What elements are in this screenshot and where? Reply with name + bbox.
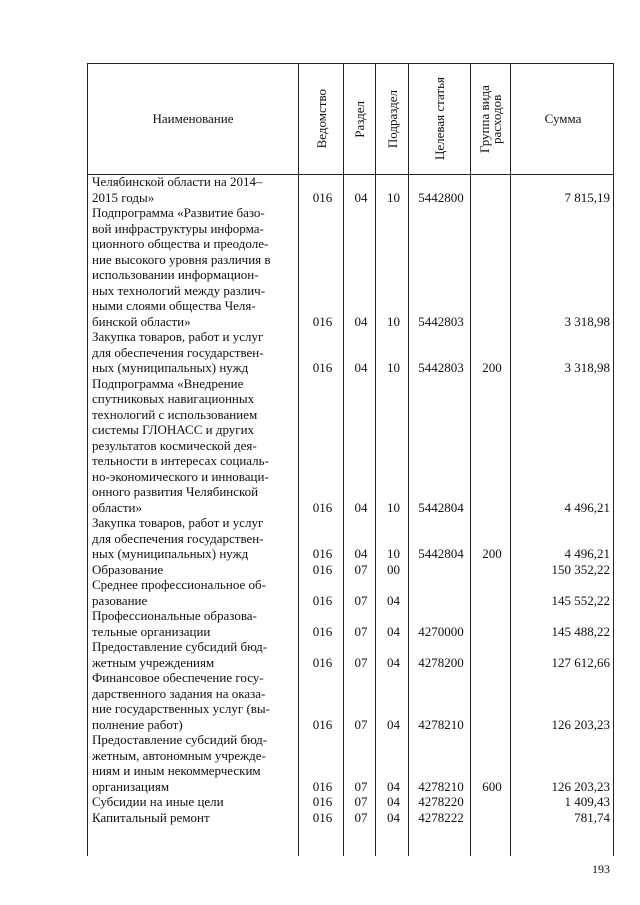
row-name-line: организациям [92,778,170,794]
row-name-line: Закупка товаров, работ и услуг [92,515,264,530]
row-ved: 016 [312,809,333,825]
row-name [92,515,296,562]
row-name-line: Закупка товаров, работ и услуг [92,329,264,344]
row-gruppa: 600 [482,778,502,794]
row-summa: 4 496,21 [564,499,610,515]
row-name [92,329,296,376]
row-name [92,577,296,608]
row-name-line: Профессиональные образова- [92,608,257,623]
row-celevaya: 5442804 [418,546,464,561]
row-name-line: Предоставление субсидий бюд- [92,732,268,747]
row-name-line: Подпрограмма «Развитие базо- [92,205,265,220]
row-name [92,639,296,670]
row-ved: 016 [312,654,333,670]
row-summa: 126 203,23 [551,778,610,794]
row-name-line: ционного общества и преодоле- [92,236,269,251]
row-ved: 016 [312,499,333,515]
row-ved: 016 [312,360,333,375]
header-celevaya-label: Целевая статья [432,77,447,161]
table-row [88,670,613,732]
row-name [92,376,296,516]
row-podrazdel: 10 [387,313,400,329]
header-ved [299,64,343,174]
budget-table [87,63,614,856]
header-podrazdel-label: Подраздел [384,89,400,149]
row-name [92,174,296,205]
row-celevaya: 5442804 [418,499,464,515]
row-name-line: ниям и иным некоммерческим [92,763,261,778]
row-name-line: для обеспечения государствен- [92,344,264,360]
row-name [92,810,296,826]
row-razdel: 07 [354,561,368,577]
row-podrazdel: 04 [387,716,400,732]
row-name [92,670,296,732]
row-name-line: Среднее профессиональное об- [92,577,266,592]
row-name-line: онного развития Челябинской [92,484,259,499]
row-celevaya: 4278210 [418,778,464,794]
row-name-line: дарственного задания на оказа- [92,685,266,701]
row-ved: 016 [312,794,333,809]
row-razdel: 07 [354,778,368,794]
row-name-line: тельные организации [92,623,211,639]
row-podrazdel: 00 [387,561,400,577]
row-name-line: Предоставление субсидий бюд- [92,639,268,654]
row-name-line: использовании информацион- [92,267,259,282]
row-podrazdel: 04 [387,654,400,670]
row-name-line: Субсидии на иные цели [92,794,224,809]
row-name-line: Подпрограмма «Внедрение [92,375,244,391]
row-celevaya: 5442803 [418,313,464,329]
row-ved: 016 [312,592,333,608]
row-podrazdel: 04 [387,623,400,639]
row-ved: 016 [312,623,333,639]
table-row [88,608,613,639]
row-gruppa: 200 [482,360,502,375]
row-name-line: ных (муниципальных) нужд [92,546,249,561]
row-celevaya: 4270000 [418,623,464,639]
row-podrazdel: 04 [387,809,400,825]
row-name-line: результатов космической дея- [92,437,257,453]
row-summa: 4 496,21 [564,546,610,561]
row-name-line: Финансовое обеспечение госу- [92,670,264,685]
row-name-line: жетным учреждениям [92,654,215,670]
row-name-line: для обеспечения государствен- [92,530,264,546]
row-razdel: 04 [354,189,368,205]
row-name [92,608,296,639]
row-name-line: бинской области» [92,313,191,329]
table-row [88,174,613,205]
table-row [88,577,613,608]
header-gruppa-label: Группа вида расходов [476,85,504,153]
row-celevaya: 4278222 [418,809,464,825]
table-row [88,515,613,562]
table-row [88,205,613,329]
row-summa: 150 352,22 [551,561,610,577]
row-name-line: ных (муниципальных) нужд [92,360,249,375]
header-razdel-label: Раздел [352,100,367,138]
row-name [92,794,296,810]
row-name-line: области» [92,499,142,515]
row-name-line: вой инфраструктуры информа- [92,220,264,236]
row-name-line: ных технологий между различ- [92,282,266,298]
row-razdel: 07 [354,623,368,639]
row-razdel: 04 [354,546,368,561]
row-celevaya: 5442800 [418,189,464,205]
row-name-line: технологий с использованием [92,406,258,422]
header-name-label: Наименование [152,111,234,126]
row-name-line: ными слоями общества Челя- [92,298,256,313]
header-name [88,64,298,174]
row-name [92,732,296,794]
row-podrazdel: 04 [387,778,400,794]
table-row [88,794,613,810]
row-name-line: спутниковых навигационных [92,391,255,406]
row-podrazdel: 10 [387,499,400,515]
row-name-line: жетным, автономным учрежде- [92,747,266,763]
row-name-line: Образование [92,561,164,577]
row-podrazdel: 04 [387,794,400,809]
row-summa: 145 552,22 [551,592,610,608]
row-summa: 127 612,66 [551,654,610,670]
row-name-line: ние высокого уровня различия в [92,251,271,267]
header-ved-label: Ведомство [313,89,329,149]
header-summa-label: Сумма [544,111,582,126]
table-row [88,732,613,794]
row-ved: 016 [312,189,333,205]
row-summa: 126 203,23 [551,716,610,732]
row-celevaya: 5442803 [418,360,464,375]
row-podrazdel: 04 [387,592,400,608]
row-summa: 781,74 [574,809,610,825]
header-podrazdel [376,64,408,174]
row-razdel: 04 [354,313,368,329]
header-gruppa [471,64,510,174]
row-razdel: 07 [354,716,368,732]
row-ved: 016 [312,561,333,577]
row-ved: 016 [312,546,333,561]
row-name-line: системы ГЛОНАСС и других [92,422,255,437]
row-celevaya: 4278200 [418,654,464,670]
row-summa: 1 409,43 [564,794,610,809]
row-podrazdel: 10 [387,546,400,561]
row-name [92,205,296,329]
row-razdel: 07 [354,592,368,608]
row-razdel: 04 [354,360,368,375]
table-row [88,562,613,578]
row-name-line: полнение работ) [92,716,183,732]
table-row [88,329,613,376]
row-ved: 016 [312,778,333,794]
header-razdel [344,64,375,174]
row-podrazdel: 10 [387,360,400,375]
row-summa: 3 318,98 [564,313,610,329]
row-summa: 7 815,19 [564,189,610,205]
row-summa: 3 318,98 [564,360,610,375]
row-razdel: 07 [354,654,368,670]
header-summa [511,64,615,174]
row-razdel: 04 [354,499,368,515]
row-name-line: разование [92,592,148,608]
table-row [88,639,613,670]
row-name [92,562,296,578]
header-celevaya [409,64,470,174]
row-name-line: но-экономического и инноваци- [92,468,269,484]
row-gruppa: 200 [482,546,502,561]
table-row [88,810,613,826]
row-summa: 145 488,22 [551,623,610,639]
row-name-line: 2015 годы» [92,189,155,205]
row-name-line: тельности в интересах социаль- [92,453,269,468]
table-row [88,376,613,516]
row-razdel: 07 [354,809,368,825]
page-number: 193 [592,862,610,876]
row-podrazdel: 10 [387,189,400,205]
row-celevaya: 4278210 [418,716,464,732]
row-celevaya: 4278220 [418,794,464,809]
row-name-line: Челябинской области на 2014– [92,174,263,189]
row-name-line: Капитальный ремонт [92,809,210,825]
row-razdel: 07 [354,794,368,809]
row-ved: 016 [312,716,333,732]
row-ved: 016 [312,313,333,329]
row-name-line: ние государственных услуг (вы- [92,701,270,716]
